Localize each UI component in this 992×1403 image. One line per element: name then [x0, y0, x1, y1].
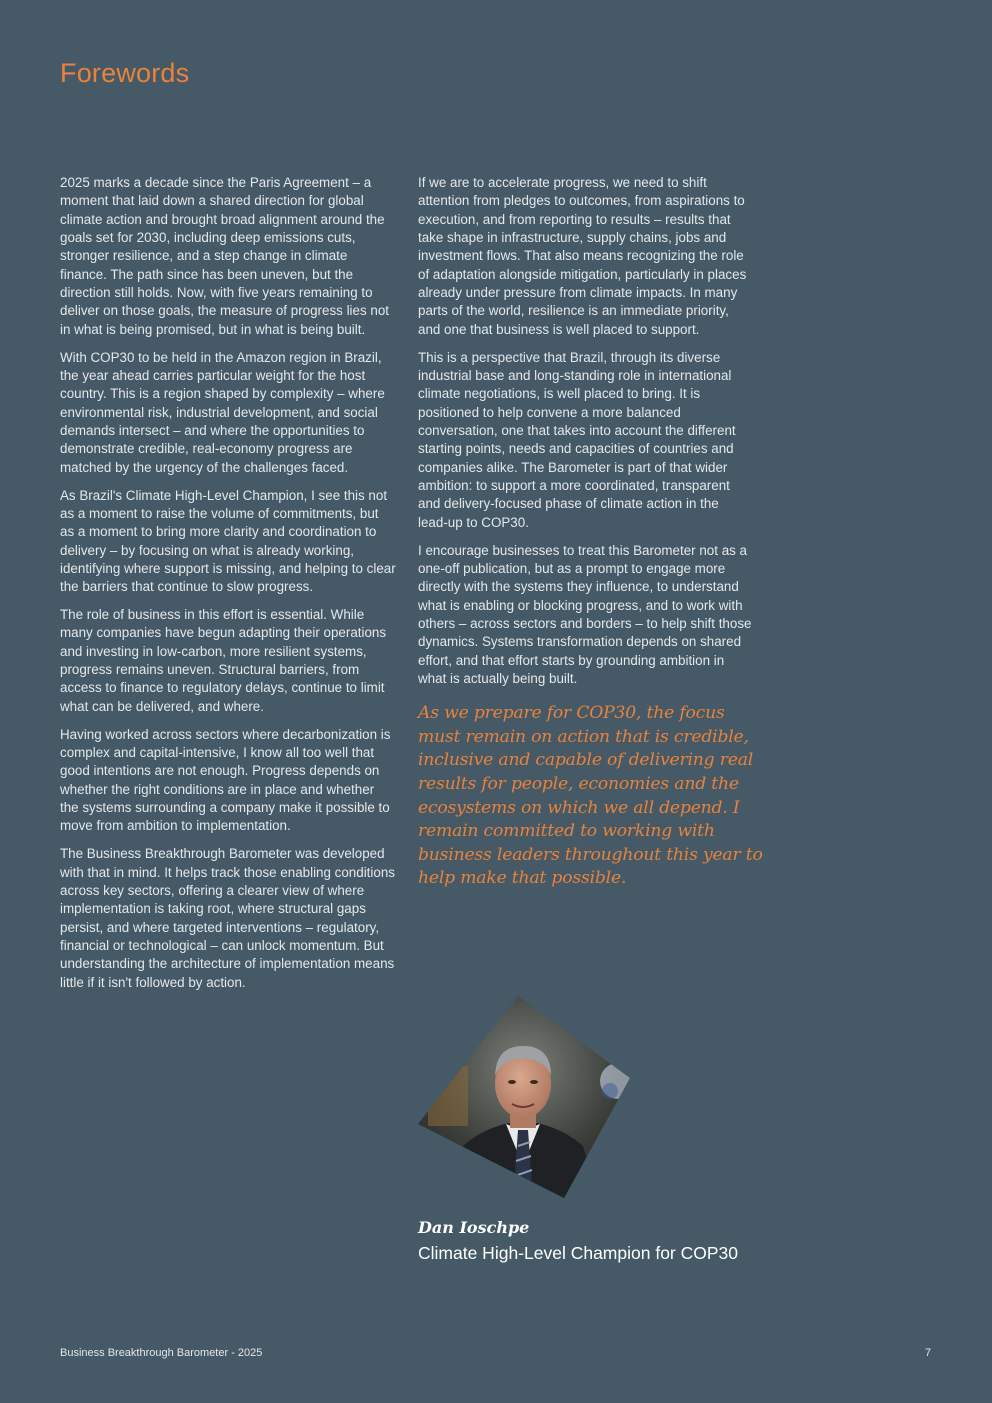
paragraph: I encourage businesses to treat this Barometer not as a one-off publication, but as a prompt to engage more directly with the systems they influence, to understand what is enabling or blocking progress, and to work with others – across sectors and borders – to help shift those dynamics. Systems transformation depends on shared effort, and that effort starts by grounding ambition in what is actually being built. — [418, 542, 752, 686]
signature-role: Climate High-Level Champion for COP30 — [418, 1243, 738, 1263]
page-number: 7 — [925, 1347, 932, 1359]
pull-quote: As we prepare for COP30, the focus must remain on action that is credible, inclusive and capable of delivering real results for people, economies and the ecosystems on which we all depend. I remain committed to working with business leaders throughout this year to help make that possible. — [418, 703, 763, 889]
paragraph: The Business Breakthrough Barometer was developed with that in mind. It helps track those enabling conditions across key sectors, offering a clearer view of where implementation is taking root, where structural gaps persist, and where targeted interventions – regulatory, financial or technological – can unlock momentum. But understanding the architecture of implementation means little if it isn't followed by action. — [60, 846, 395, 990]
left-column — [60, 174, 396, 1001]
page-title: Forewords — [60, 58, 190, 88]
paragraph: 2025 marks a decade since the Paris Agreement – a moment that laid down a shared direction for global climate action and brought broad alignment around the goals set for 2030, including deep emissions cuts, stronger resilience, and a step change in climate finance. The path since has been uneven, but the direction still holds. Now, with five years remaining to deliver on those goals, the measure of progress lies not in what is being promised, but in what is being built. — [60, 175, 389, 337]
paragraph: With COP30 to be held in the Amazon region in Brazil, the year ahead carries particular weight for the host country. This is a region shaped by complexity – where environmental risk, industrial development, and social demands intersect – and where the opportunities to demonstrate credible, real-economy progress are matched by the urgency of the challenges faced. — [60, 349, 385, 475]
paragraph: As Brazil's Climate High-Level Champion, I see this not as a moment to raise the volume of commitments, but as a moment to bring more clarity and coordination to delivery – by focusing on what is already working, identifying where support is missing, and helping to clear the barriers that continue to slow progress. — [60, 487, 396, 595]
portrait-photo — [418, 996, 630, 1198]
paragraph: The role of business in this effort is essential. While many companies have begun adapting their operations and investing in low-carbon, more resilient systems, progress remains uneven. Structural barriers, from access to finance to regulatory delays, continue to limit what can be delivered, and where. — [60, 607, 387, 714]
paragraph: This is a perspective that Brazil, through its diverse industrial base and long-standing role in international climate negotiations, is well placed to bring. It is positioned to help convene a more balanced conversation, one that takes into account the different starting points, needs and capacities of countries and companies alike. The Barometer is part of that wider ambition: to support a more coordinated, transparent and delivery-focused phase of climate action in the lead-up to COP30. — [418, 349, 736, 530]
paragraph: If we are to accelerate progress, we need to shift attention from pledges to outcomes, from aspirations to execution, and from reporting to results – results that take shape in infrastructure, supply chains, jobs and investment flows. That also means recognizing the role of adaptation alongside mitigation, particularly in places already under pressure from climate impacts. In many parts of the world, resilience is an immediate priority, and one that business is well placed to support. — [418, 175, 747, 337]
signature-name: Dan Ioschpe — [418, 1218, 530, 1237]
footer-publication: Business Breakthrough Barometer - 2025 — [60, 1347, 263, 1359]
right-column — [418, 174, 763, 891]
paragraph: Having worked across sectors where decarbonization is complex and capital-intensive, I know all too well that good intentions are not enough. Progress depends on whether the right conditions are in place and whether the systems surrounding a company make it possible to move from ambition to implementation. — [60, 726, 391, 834]
